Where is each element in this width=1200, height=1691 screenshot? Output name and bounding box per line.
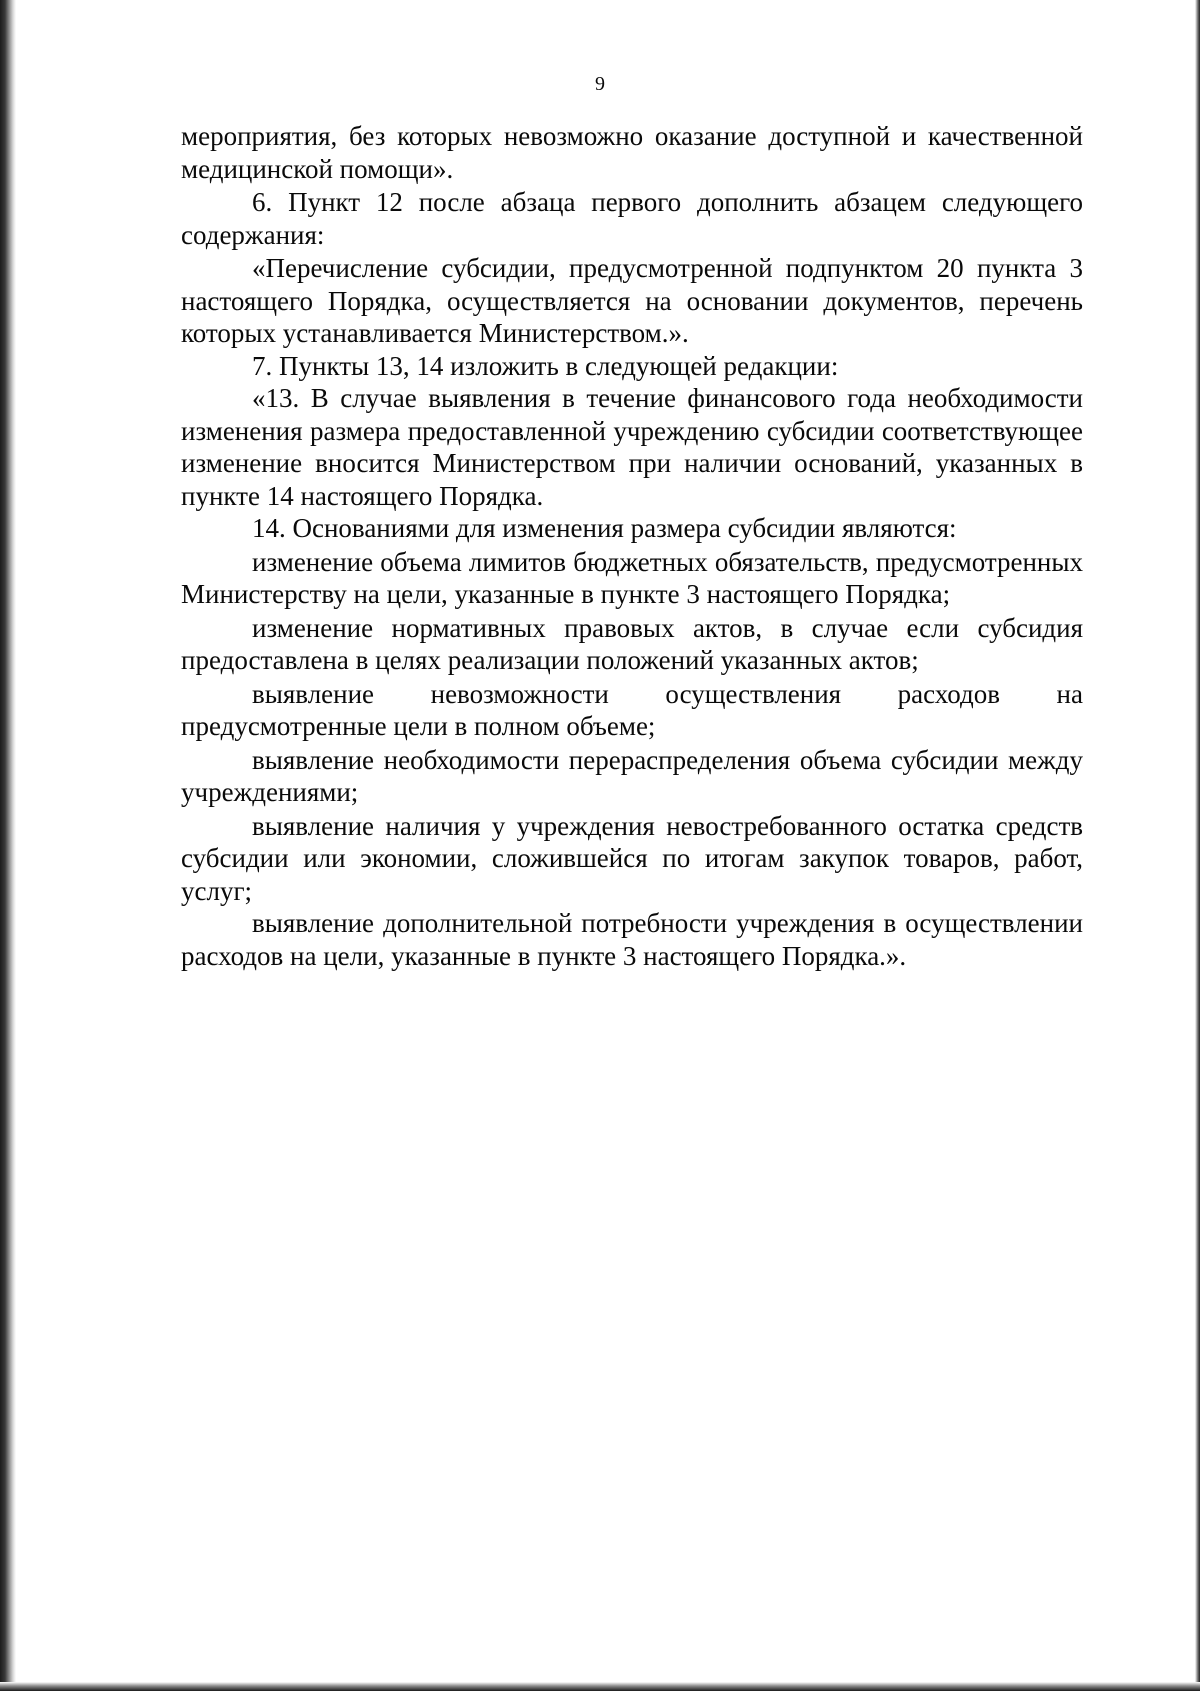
paragraph-item-7: 7. Пункты 13, 14 изложить в следующей редакции: <box>252 350 839 381</box>
paragraph-ground-remainder: выявление наличия у учреждения невостребованного остатка средств субсидии или экономии, сложившейся по итогам закупок товаров, работ, услуг; <box>181 810 1083 906</box>
paragraph-ground-additional-need: выявление дополнительной потребности учреждения в осуществлении расходов на цели, указанные в пункте 3 настоящего Порядка.». <box>181 908 1083 971</box>
paragraph-item-6: 6. Пункт 12 после абзаца первого дополнить абзацем следующего содержания: <box>181 187 1083 250</box>
paragraph-continuation: мероприятия, без которых невозможно оказание доступной и качественной медицинской помощи». <box>181 121 1083 184</box>
paragraph-ground-impossibility: выявление невозможности осуществления расходов на предусмотренные цели в полном объеме; <box>181 678 1083 741</box>
paragraph-ground-limits: изменение объема лимитов бюджетных обязательств, предусмотренных Министерству на цели, указанные в пункте 3 настоящего Порядка; <box>181 546 1083 609</box>
document-body <box>181 120 1083 972</box>
scan-edge-right <box>1195 0 1200 1691</box>
paragraph-quote-transfer: «Перечисление субсидии, предусмотренной подпунктом 20 пункта 3 настоящего Порядка, осуществляется на основании документов, перечень которых устанавливается Министерством.». <box>181 253 1083 348</box>
scan-edge-bottom <box>0 1682 1200 1691</box>
page-number: 9 <box>595 73 605 95</box>
paragraph-ground-redistribution: выявление необходимости перераспределения объема субсидии между учреждениями; <box>181 744 1083 807</box>
paragraph-clause-13: «13. В случае выявления в течение финансового года необходимости изменения размера предоставленной учреждению субсидии соответствующее изменение вносится Министерством при наличии оснований, указанных в пункте 14 настоящего Порядка. <box>181 383 1083 511</box>
paragraph-ground-regulations: изменение нормативных правовых актов, в случае если субсидия предоставлена в целях реализации положений указанных актов; <box>181 612 1083 675</box>
paragraph-clause-14: 14. Основаниями для изменения размера субсидии являются: <box>252 513 957 543</box>
scan-edge-left <box>0 0 16 1691</box>
